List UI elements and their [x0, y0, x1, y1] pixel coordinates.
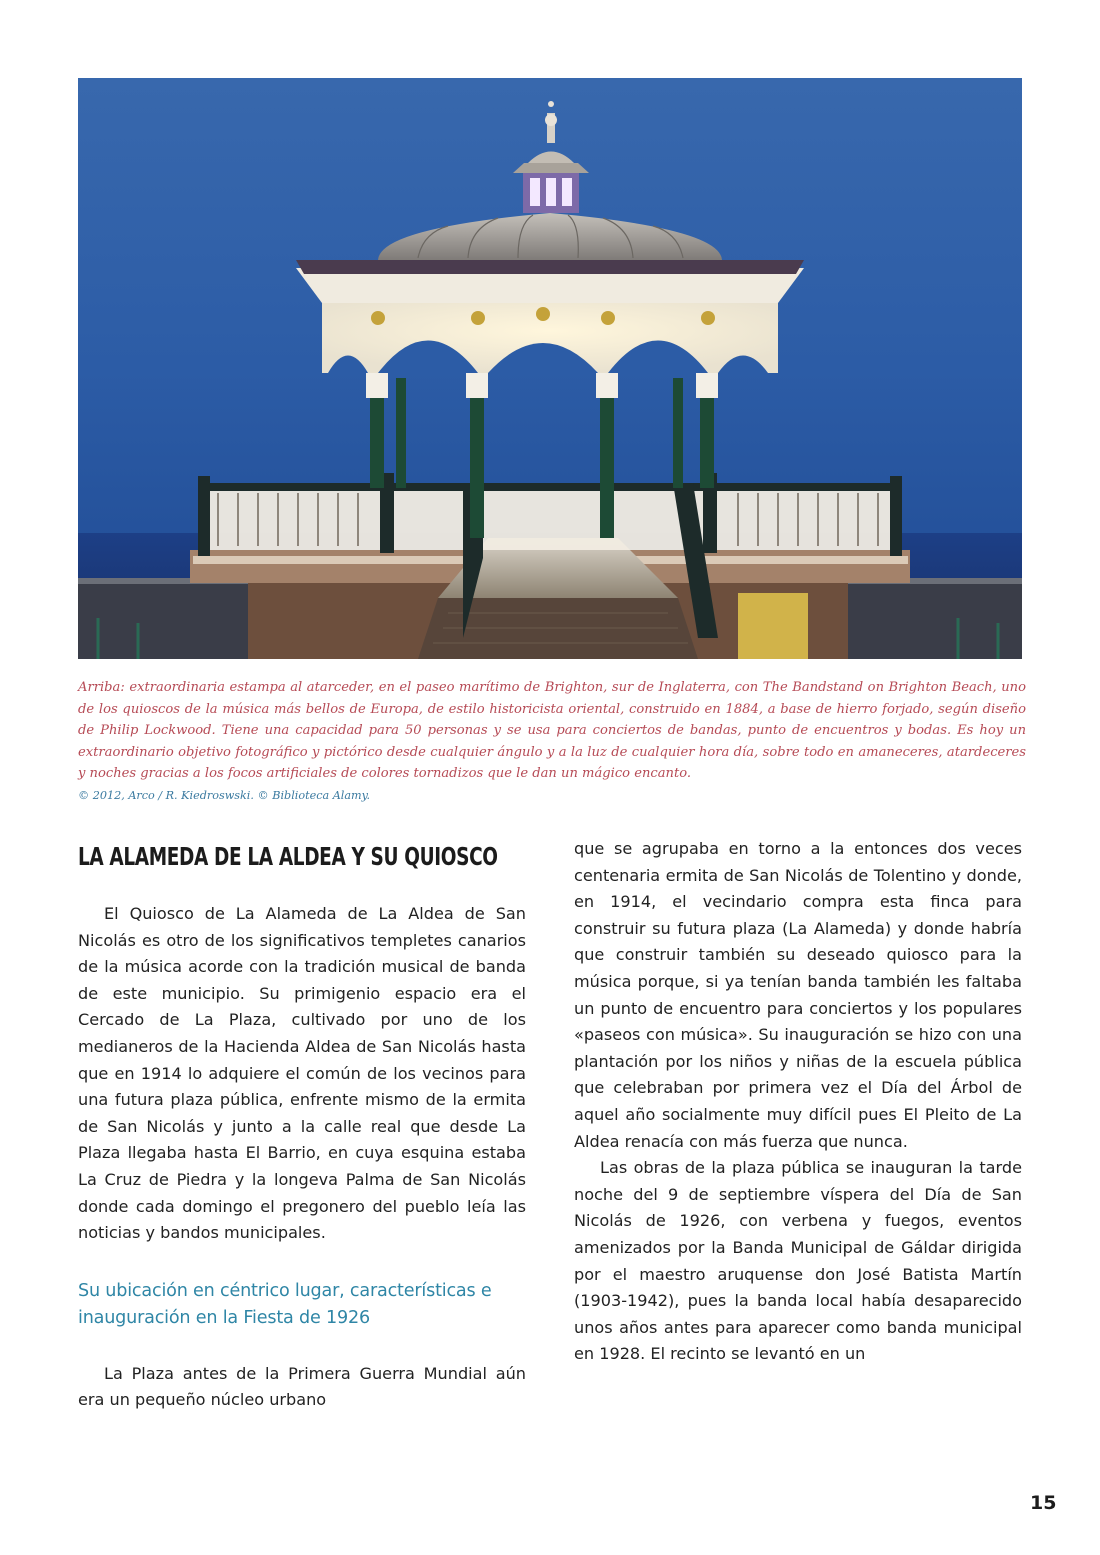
bandstand-photo	[78, 78, 1022, 659]
body-paragraph: Las obras de la plaza pública se inauguran la tarde noche del 9 de septiembre víspera del Día de San Nicolás de 1926, con verbena y fuegos, eventos amenizados por la Banda Municipal de Gáldar dirigida por el maestro aruquense don José Batista Martín (1903-1942), pues la banda local había desaparecido unos años antes para aparecer como banda municipal en 1928. El recinto se levantó en un	[574, 1158, 1022, 1364]
right-column	[574, 836, 1022, 1368]
photo-caption: Arriba: extraordinaria estampa al atarceder, en el paseo marítimo de Brighton, sur de Inglaterra, con The Bandstand on Brighton Beach, uno de los quioscos de la música más bellos de Europa, de estilo historicista oriental, construido en 1884, a base de hierro forjado, según diseño de Philip Lockwood. Tiene una capacidad para 50 personas y se usa para conciertos de bandas, punto de encuentros y bodas. Es hoy un extraordinario objetivo fotográfico y pictórico desde cualquier ángulo y a la luz de cualquier hora día, sobre todo en amaneceres, atardeceres y noches gracias a los focos artificiales de colores tornadizos que le dan un mágico encanto.	[78, 680, 1026, 781]
subheading: Su ubicación en céntrico lugar, características e inauguración en la Fiesta de 1926	[78, 1280, 492, 1329]
left-column	[78, 836, 526, 1414]
page-number: 15	[1030, 1492, 1057, 1514]
body-paragraph: El Quiosco de La Alameda de La Aldea de San Nicolás es otro de los significativos templetes canarios de la música acorde con la tradición musical de banda de este municipio. Su primigenio espacio era el Cercado de La Plaza, cultivado por uno de los medianeros de la Hacienda Aldea de San Nicolás hasta que en 1914 lo adquiere el común de los vecinos para una futura plaza pública, enfrente mismo de la ermita de San Nicolás y junto a la calle real que desde La Plaza llegaba hasta El Barrio, en cuya esquina estaba La Cruz de Piedra y la longeva Palma de San Nicolás donde cada domingo el pregonero del pueblo leía las noticias y bandos municipales.	[78, 904, 526, 1243]
body-paragraph: La Plaza antes de la Primera Guerra Mundial aún era un pequeño núcleo urbano	[78, 1363, 526, 1410]
section-title: LA ALAMEDA DE LA ALDEA Y SU QUIOSCO	[78, 842, 498, 871]
body-paragraph: que se agrupaba en torno a la entonces dos veces centenaria ermita de San Nicolás de Tolentino y donde, en 1914, el vecindario compra esta finca para construir su futura plaza (La Alameda) y donde habría que construir también su deseado quiosco para la música porque, si ya tenían banda también les faltaba un punto de encuentro para conciertos y los populares «paseos con música». Su inauguración se hizo con una plantación por los niños y niñas de la escuela pública que celebraban por primera vez el Día del Árbol de aquel año socialmente muy difícil pues El Pleito de La Aldea renacía con más fuerza que nunca.	[574, 839, 1022, 1151]
photo-credit: © 2012, Arco / R. Kiedroswski. © Biblioteca Alamy.	[78, 789, 371, 802]
